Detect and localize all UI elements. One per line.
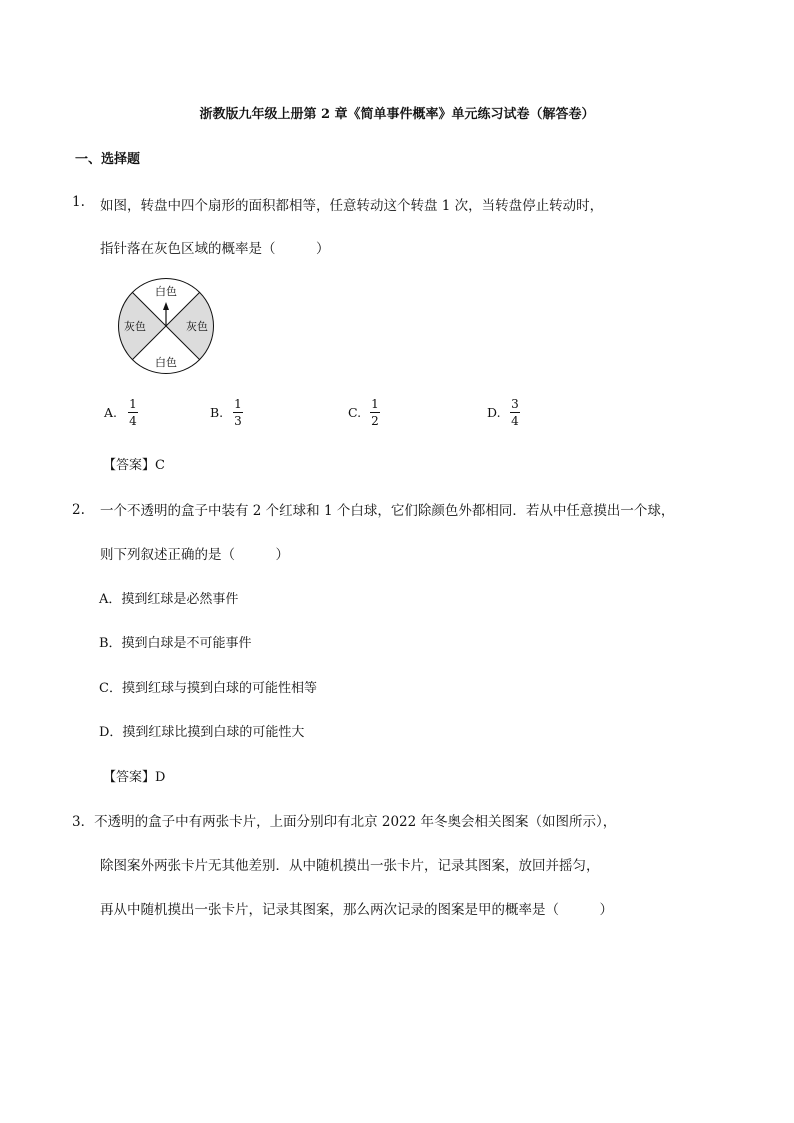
q2-number: 2. [72,502,85,518]
q1-option-a-fraction [128,397,138,428]
q2-stem-line2: 则下列叙述正确的是（ ） [100,547,289,563]
section-heading: 一、选择题 [75,152,141,167]
spinner-pointer-arrow-icon [163,302,169,310]
q2-option-b: B．摸到白球是不可能事件 [99,636,252,651]
q3-stem-line3: 再从中随机摸出一张卡片，记录其图案，那么两次记录的图案是甲的概率是（ ） [100,902,613,918]
q2-option-c: C．摸到红球与摸到白球的可能性相等 [99,681,317,696]
q3-stem-line1: 3．不透明的盒子中有两张卡片，上面分别印有北京 2022 年冬奥会相关图案（如图所示）， [72,814,617,830]
q1-option-b-letter: B. [210,405,224,420]
fraction-denominator: 3 [234,414,242,428]
fraction-numerator: 1 [234,397,242,411]
fraction-numerator: 1 [129,397,137,411]
q1-option-b-fraction [233,397,243,428]
q1-option-d-letter: D. [487,405,501,420]
q2-option-a: A．摸到红球是必然事件 [99,592,239,607]
fraction-numerator: 3 [511,397,519,411]
spinner-label-top: 白色 [155,285,177,298]
q1-option-d-fraction [510,397,520,428]
spinner-figure [113,277,219,379]
q1-option-a-letter: A. [104,405,118,420]
spinner-label-right: 灰色 [186,320,208,333]
q1-stem-line2: 指针落在灰色区域的概率是（ ） [100,241,330,257]
q1-option-c-fraction [370,397,380,428]
q1-number: 1. [72,194,85,210]
q2-stem-line1: 一个不透明的盒子中装有 2 个红球和 1 个白球，它们除颜色外都相同．若从中任意摸出一个球， [100,503,675,519]
spinner-label-left: 灰色 [124,320,146,333]
q3-stem-line2: 除图案外两张卡片无其他差别．从中随机摸出一张卡片，记录其图案，放回并摇匀， [100,858,600,874]
fraction-denominator: 2 [371,414,379,428]
fraction-denominator: 4 [511,414,519,428]
q1-answer: 【答案】C [103,458,165,473]
fraction-denominator: 4 [129,414,137,428]
page-title: 浙教版九年级上册第 2 章《简单事件概率》单元练习试卷（解答卷） [199,107,595,122]
q2-answer: 【答案】D [103,770,166,785]
q1-option-c-letter: C. [348,405,362,420]
q2-option-d: D．摸到红球比摸到白球的可能性大 [99,725,305,740]
spinner-label-bottom: 白色 [155,356,177,369]
fraction-numerator: 1 [371,397,379,411]
q1-stem-line1: 如图，转盘中四个扇形的面积都相等，任意转动这个转盘 1 次，当转盘停止转动时， [100,198,604,214]
